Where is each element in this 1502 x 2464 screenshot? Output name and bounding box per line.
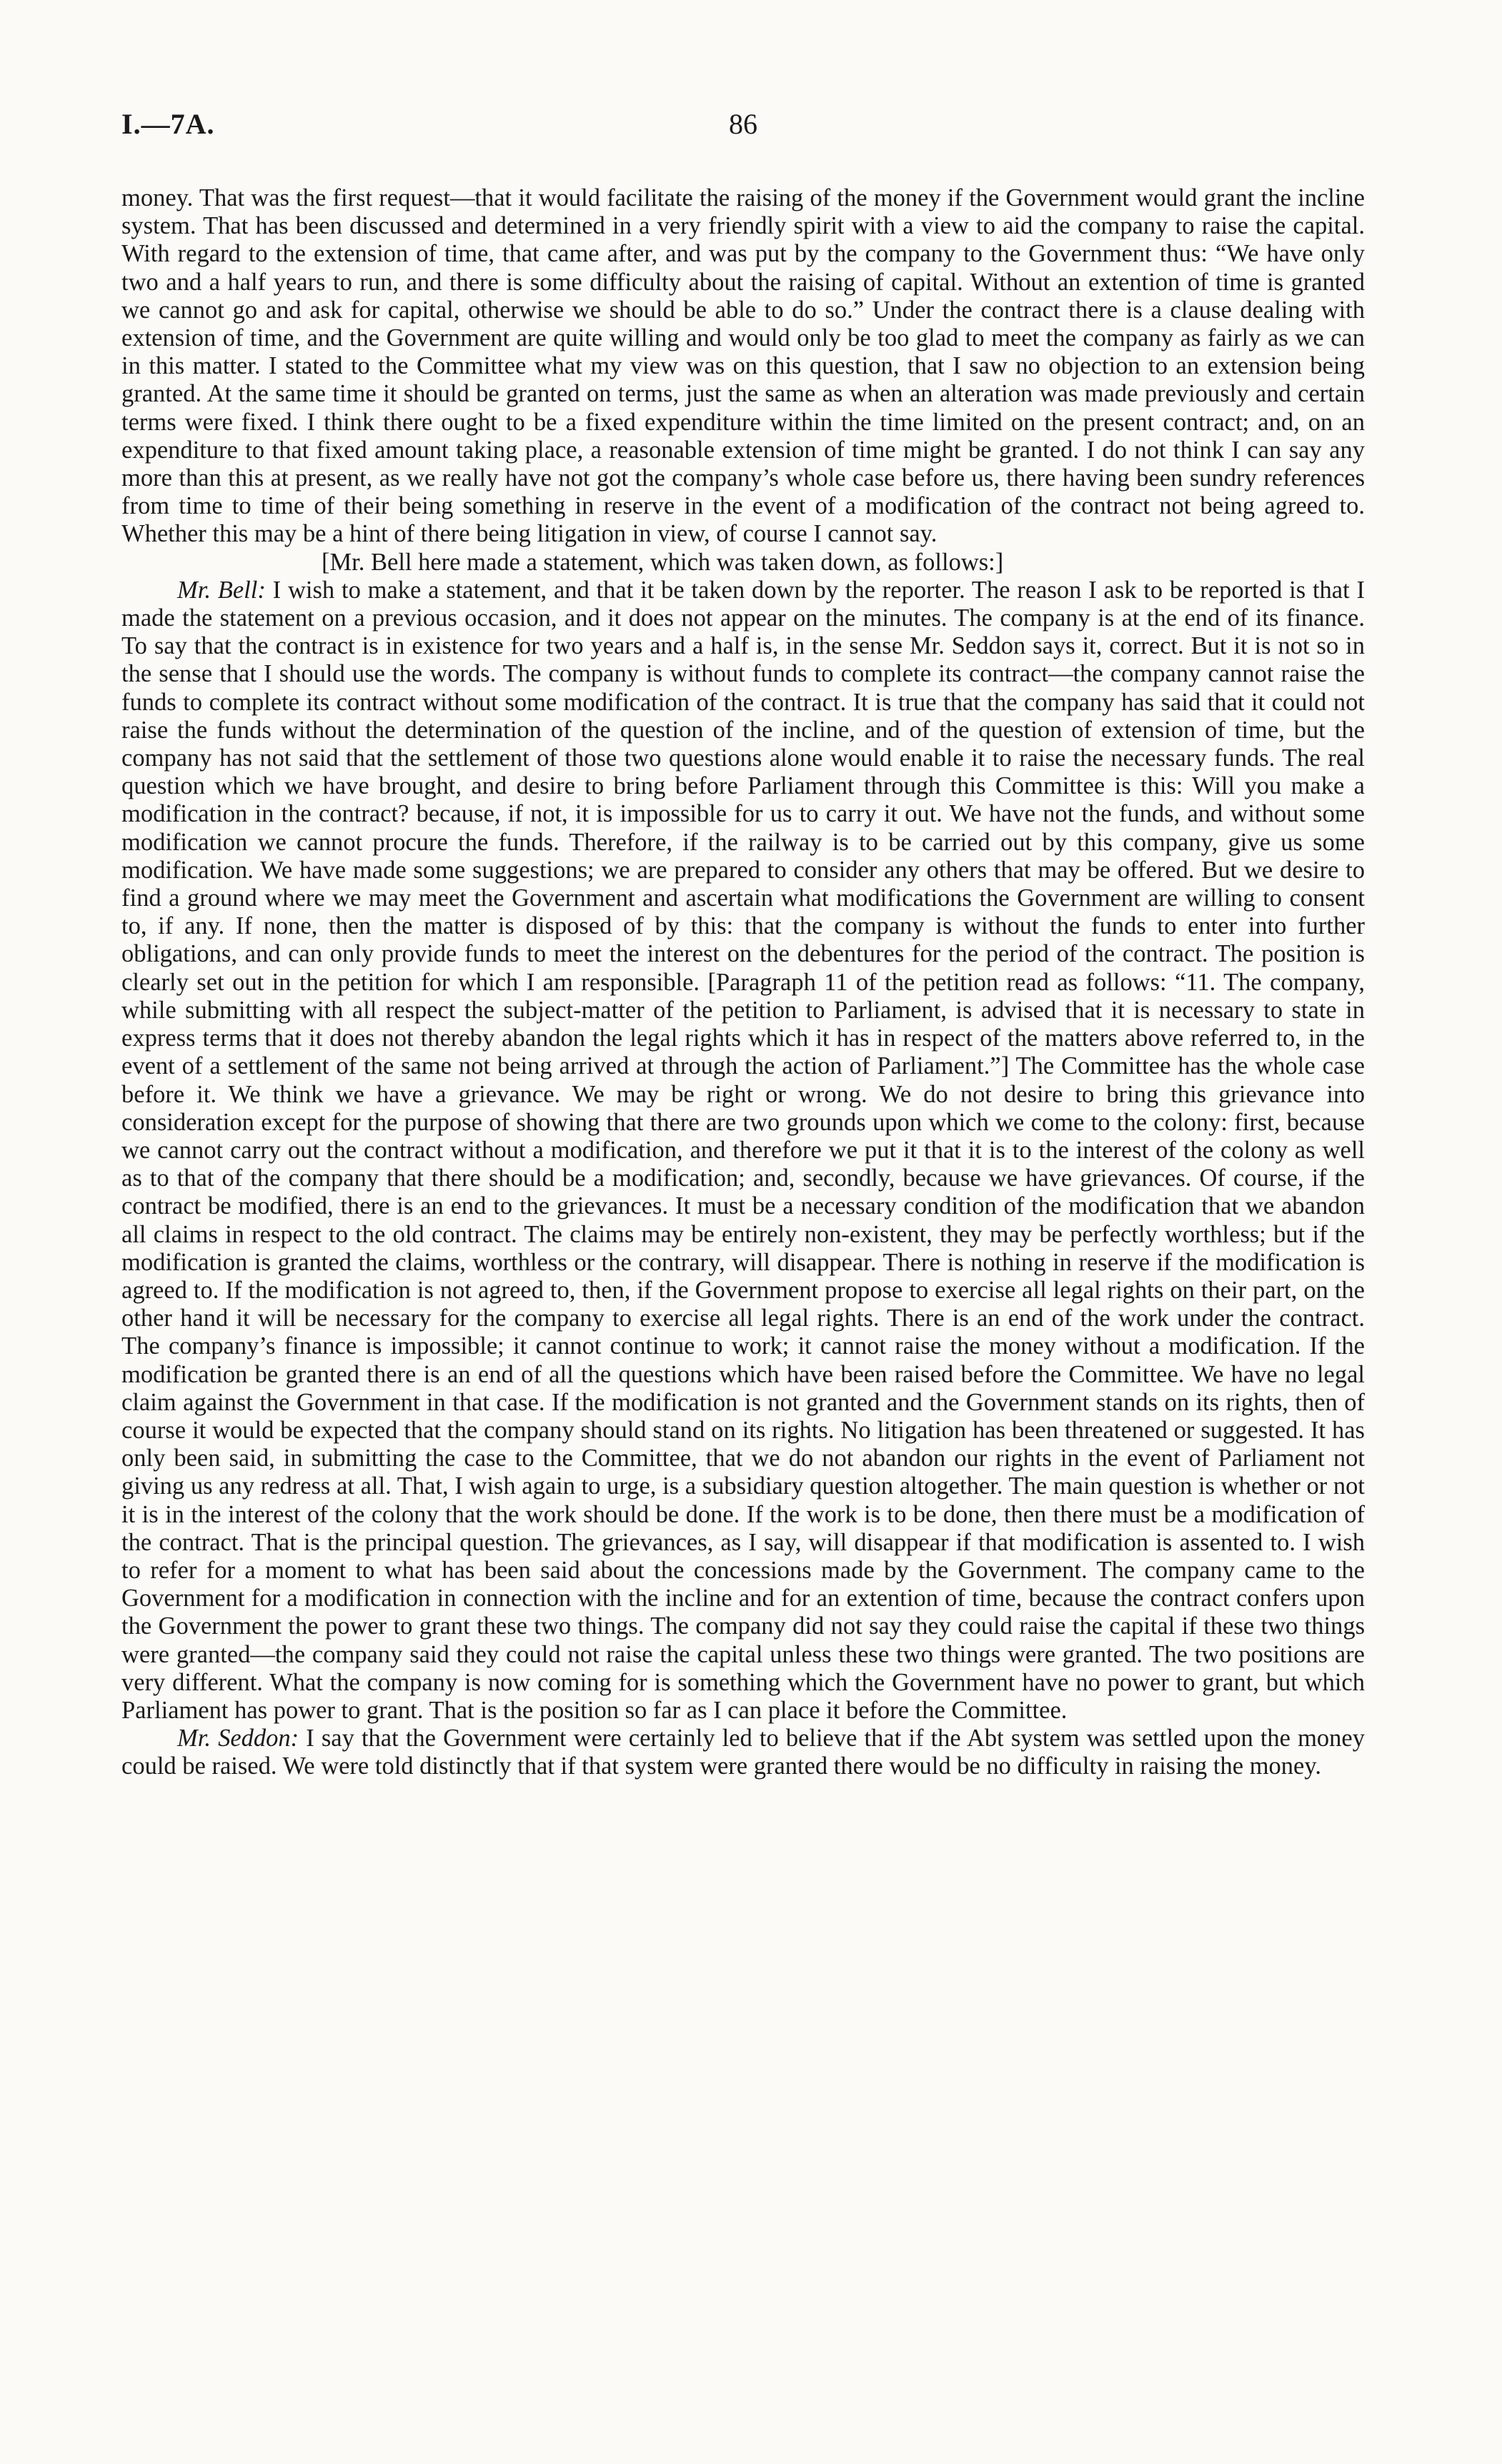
- page-header: [121, 107, 1365, 150]
- speaker-name: Mr. Bell:: [177, 576, 266, 604]
- document-reference: I.—7A.: [121, 108, 215, 140]
- paragraph-text: I say that the Government were certainly led to believe that if the Abt system was settled upon the money could be raised. We were told distinctly that if that system were granted there would be no difficulty in raising the money.: [121, 1725, 1365, 1780]
- bracketed-note: [Mr. Bell here made a statement, which was taken down, as follows:]: [322, 548, 1004, 576]
- page-number: 86: [729, 108, 757, 140]
- paragraph-seddon-continued: money. That was the first request—that it would facilitate the raising of the money if the Government would grant the incline system. That has been discussed and determined in a very friendly spirit with a view to aid the company to raise the capital. With regard to the extension of time, that came after, and was put by the company to the Government thus: “We have only two and a half years to run, and there is some difficulty about the raising of capital. Without an extention of time is granted we cannot go and ask for capital, otherwise we should be able to do so.” Under the contract there is a clause dealing with extension of time, and the Government are quite willing and would only be too glad to meet the company as fairly as we can in this matter. I stated to the Committee what my view was on this question, that I saw no objection to an extension being granted. At the same time it should be granted on terms, just the same as when an alteration was made previously and certain terms were fixed. I think there ought to be a fixed expenditure within the time limited on the present contract; and, on an expenditure to that fixed amount taking place, a reasonable extension of time might be granted. I do not think I can say any more than this at present, as we really have not got the company’s whole case before us, there having been sundry references from time to time of their being something in reserve in the event of a modification of the contract not being agreed to. Whether this may be a hint of there being litigation in view, of course I cannot say.: [121, 184, 1365, 548]
- paragraph-seddon-reply: [121, 1725, 1365, 1780]
- body-text: [121, 184, 1365, 1781]
- paragraph-text: I wish to make a statement, and that it be taken down by the reporter. The reason I ask to be reported is that I made the statement on a previous occasion, and it does not appear on the minutes. The company is at the end of its finance. To say that the contract is in existence for two years and a half is, in the sense Mr. Seddon says it, correct. But it is not so in the sense that I should use the words. The company is without funds to complete its contract—the company cannot raise the funds to complete its contract without some modification of the contract. It is true that the company has said that it could not raise the funds without the determination of the question of the incline, and of the question of extension of time, but the company has not said that the settlement of those two questions alone would enable it to raise the necessary funds. The real question which we have brought, and desire to bring before Parliament through this Committee is this: Will you make a modification in the contract? because, if not, it is impossible for us to carry it out. We have not the funds, and without some modification we cannot procure the funds. Therefore, if the railway is to be carried out by this company, give us some modification. We have made some suggestions; we are prepared to consider any others that may be offered. But we desire to find a ground where we may meet the Government and ascertain what modifications the Government are willing to consent to, if any. If none, then the matter is disposed of by this: that the company is without the funds to enter into further obligations, and can only provide funds to meet the interest on the debentures for the period of the contract. The position is clearly set out in the petition for which I am responsible. [Paragraph 11 of the petition read as follows: “11. The company, while submitting with all respect the subject-matter of the petition to Parliament, is advised that it is necessary to state in express terms that it does not thereby abandon the legal rights which it has in respect of the matters above referred to, in the event of a settlement of the same not being arrived at through the action of Parliament.”] The Committee has the whole case before it. We think we have a grievance. We may be right or wrong. We do not desire to bring this grievance into consideration except for the purpose of showing that there are two grounds upon which we come to the colony: first, because we cannot carry out the contract without a modification, and therefore we put it that it is to the interest of the colony as well as to that of the company that there should be a modification; and, secondly, because we have grievances. Of course, if the contract be modified, there is an end to the grievances. It must be a necessary condition of the modification that we abandon all claims in respect to the old contract. The claims may be entirely non-existent, they may be perfectly worthless; but if the modification is granted the claims, worthless or the contrary, will disappear. There is nothing in reserve if the modification is agreed to. If the modification is not agreed to, then, if the Government propose to exercise all legal rights on their part, on the other hand it will be necessary for the company to exercise all legal rights. There is an end of the work under the contract. The company’s finance is impossible; it cannot continue to work; it cannot raise the money without a modification. If the modification be granted there is an end of all the questions which have been raised before the Committee. We have no legal claim against the Government in that case. If the modification is not granted and the Government stands on its rights, then of course it would be expected that the company should stand on its rights. No litigation has been threatened or suggested. It has only been said, in submitting the case to the Committee, that we do not abandon our rights in the event of Parliament not giving us any redress at all. That, I wish again to urge, is a subsidiary question altogether. The main question is whether or not it is in the interest of the colony that the work should be done. If the work is to be done, then there must be a modification of the contract. That is the principal question. The grievances, as I say, will disappear if that modification is assented to. I wish to refer for a moment to what has been said about the concessions made by the Government. The company came to the Government for a modification in connection with the incline and for an extention of time, because the contract confers upon the Government the power to grant these two things. The company did not say they could raise the capital if these two things were granted—the company said they could not raise the capital unless these two things were granted. The two positions are very different. What the company is now coming for is something which the Government have no power to grant, but which Parliament has power to grant. That is the position so far as I can place it before the Committee.: [121, 576, 1366, 1724]
- paragraph-bell-statement: [121, 577, 1365, 1725]
- speaker-name: Mr. Seddon:: [177, 1725, 299, 1752]
